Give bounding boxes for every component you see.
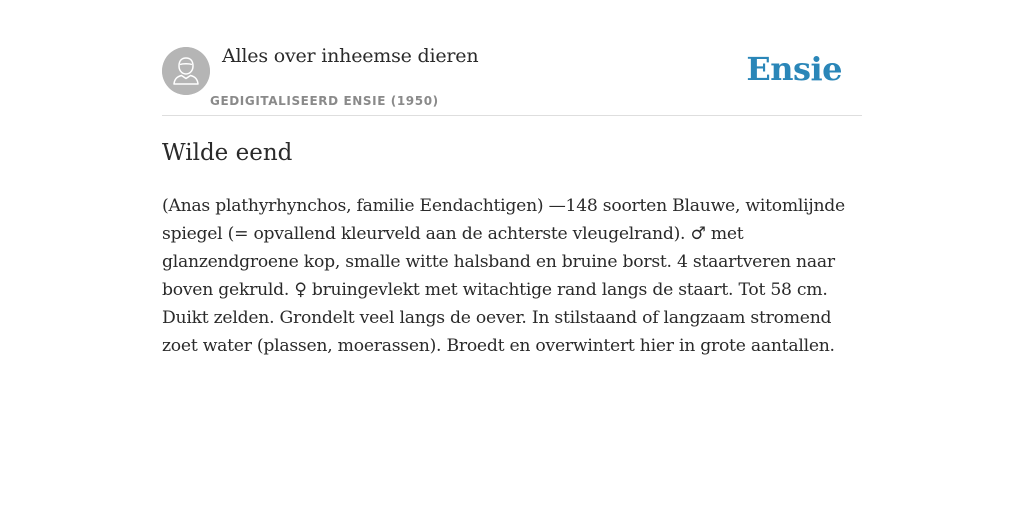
brand-logo[interactable]: Ensie bbox=[746, 50, 842, 88]
entry-body: (Anas plathyrhynchos, familie Eendachtigen) —148 soorten Blauwe, witomlijnde spiegel (= opvallend kleurveld aan de achterste vleugelrand). ♂ met glanzendgroene kop, smalle witte halsband en bruine borst. 4 staartveren naar boven gekruld. ♀ bruingevlekt met witachtige rand langs de staart. Tot 58 cm. Duikt zelden. Grondelt veel langs de oever. In stilstaand of langzaam stromend zoet water (plassen, moerassen). Broedt en overwintert hier in grote aantallen. bbox=[162, 196, 845, 356]
source-header bbox=[162, 0, 862, 116]
page-container bbox=[162, 0, 862, 512]
entry-title: Wilde eend bbox=[162, 140, 293, 166]
source-subtitle: GEDIGITALISEERD ENSIE (1950) bbox=[210, 94, 439, 108]
source-title[interactable]: Alles over inheemse dieren bbox=[222, 45, 479, 67]
user-icon bbox=[162, 47, 210, 95]
avatar[interactable] bbox=[162, 47, 210, 95]
